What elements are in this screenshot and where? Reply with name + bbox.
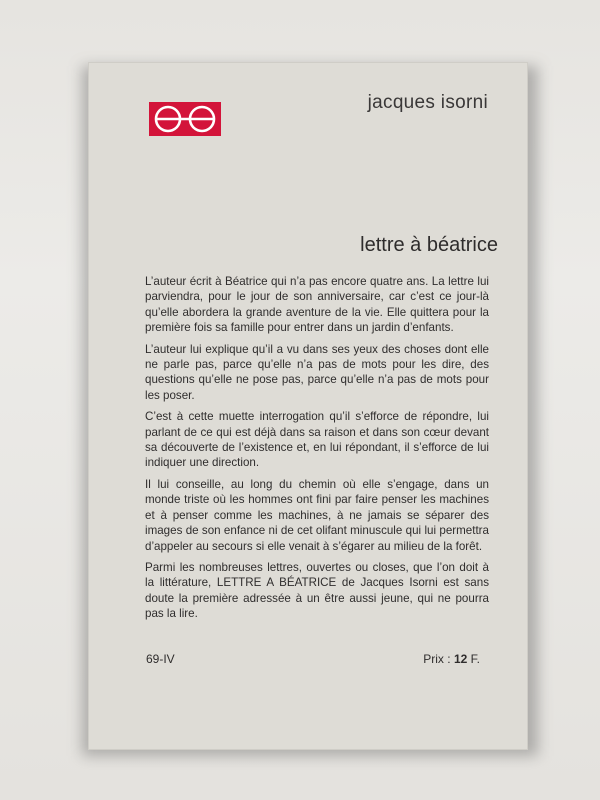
- author-name: jacques isorni: [367, 92, 488, 113]
- publisher-logo: [149, 102, 221, 136]
- price: [423, 652, 480, 666]
- price-label: Prix :: [423, 652, 451, 666]
- price-value: 12: [453, 652, 468, 666]
- blurb-paragraph: L’auteur lui explique qu’il a vu dans ses yeux des choses dont elle ne parle pas, parce qu’elle n’a pas de mots pour les dire, des questions qu’elle ne pose pas, parce qu’elle n’a pas de mots pour les poser.: [145, 342, 489, 402]
- book-back-cover: [88, 62, 528, 750]
- catalog-code: 69-IV: [146, 652, 175, 666]
- price-unit: F.: [470, 652, 480, 666]
- blurb-paragraph: L’auteur écrit à Béatrice qui n’a pas encore quatre ans. La lettre lui parviendra, pour le jour de son anniversaire, car c’est ce jour-là qu’elle abordera la grande aventure de la vie. Elle quittera pour la première fois sa famille pour entrer dans un jardin d’enfants.: [145, 275, 489, 335]
- book-title: lettre à béatrice: [360, 234, 498, 256]
- blurb-text: [145, 274, 489, 628]
- blurb-paragraph: Parmi les nombreuses lettres, ouvertes ou closes, que l’on doit à la littérature, LETTRE A BÉATRICE de Jacques Isorni est sans doute la première adressée à un être aussi jeune, qui ne pourra pas la lire.: [145, 560, 489, 621]
- blurb-paragraph: C’est à cette muette interrogation qu’il s’efforce de répondre, lui parlant de ce qui est déjà dans sa raison et dans son cœur devant sa découverte de l’existence et, en lui répondant, il s’efforce de lui indiquer une direction.: [145, 410, 489, 470]
- blurb-paragraph: Il lui conseille, au long du chemin où elle s’engage, dans un monde triste où les hommes ont fini par faire penser les machines et à penser comme les machines, à ne jamais se séparer des images de son enfance ni de cet olifant minuscule qui lui permettra d’appeler au secours si elle venait à s’égarer au milieu de la forêt.: [145, 477, 489, 553]
